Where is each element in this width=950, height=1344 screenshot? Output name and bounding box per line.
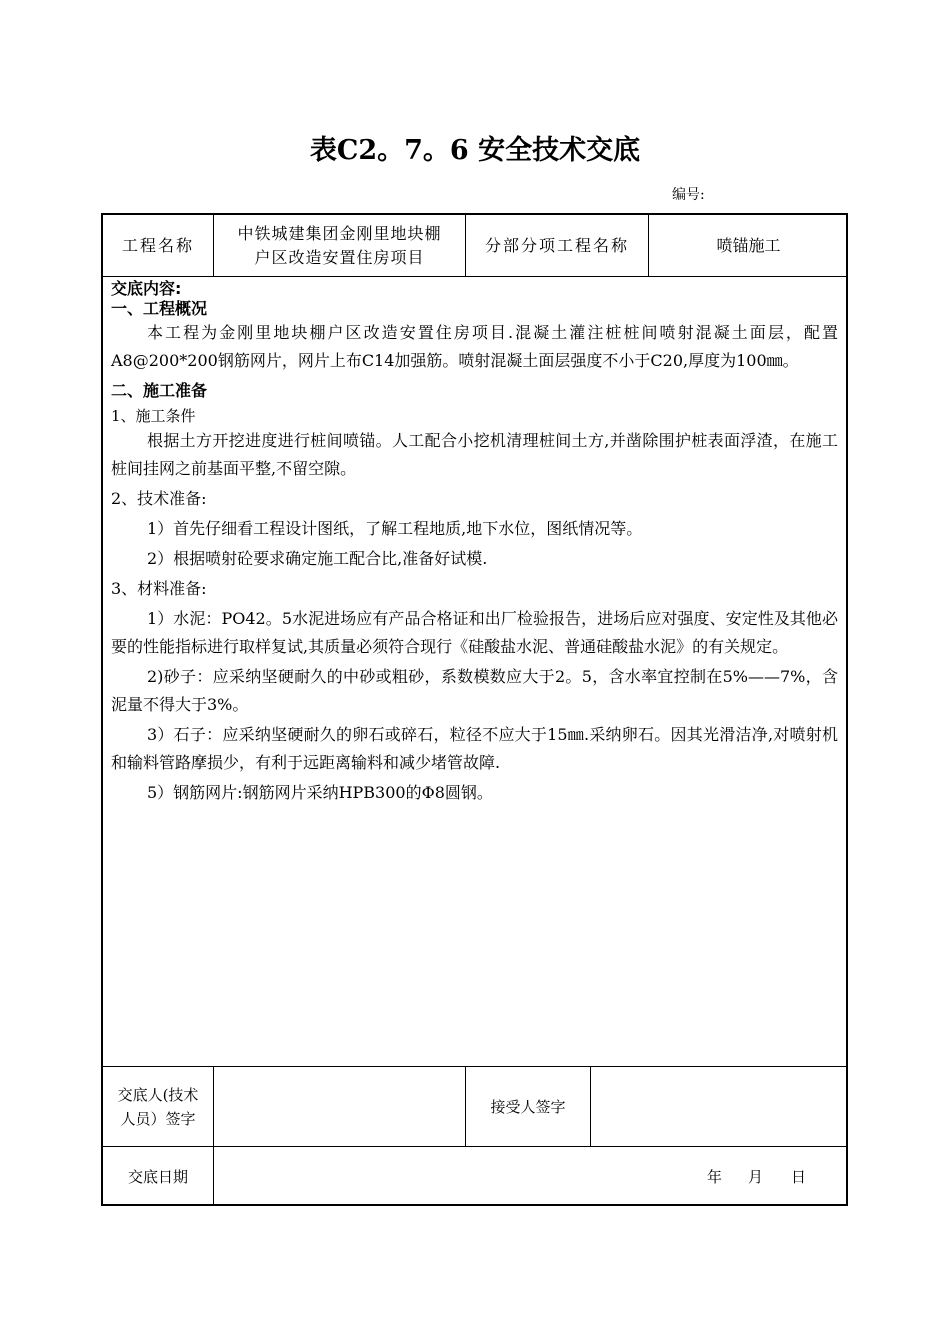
project-name-line-2: 户区改造安置住房项目 — [254, 247, 425, 267]
giver-signature-label — [103, 1067, 213, 1146]
content-heading: 交底内容: — [111, 279, 182, 298]
document-number-label: 编号: — [672, 187, 705, 203]
section-2-1-title: 1、施工条件 — [111, 407, 196, 425]
section-2-3-item-2: 2)砂子：应采纳坚硬耐久的中砂或粗砂，系数模数应大于2。5，含水率宜控制在5%——7%，含泥量不得大于3%。 — [111, 667, 838, 714]
giver-label-line-2: 人员）签字 — [120, 1109, 196, 1128]
project-name-label: 工程名称 — [121, 235, 194, 255]
section-2-2-title: 2、技术准备: — [111, 489, 207, 508]
giver-signature-field[interactable] — [214, 1067, 465, 1146]
disclosure-form — [101, 213, 848, 1206]
section-2-3-item-3: 3）石子：应采纳坚硬耐久的卵石或碎石，粒径不应大于15㎜.采纳卵石。因其光滑洁净,对喷射机和输料管路摩损少，有利于远距离输料和减少堵管故障. — [111, 725, 838, 772]
subproject-label: 分部分项工程名称 — [484, 235, 629, 255]
section-2-3-title: 3、材料准备: — [111, 579, 207, 598]
section-2-1-paragraph: 根据土方开挖进度进行桩间喷锚。人工配合小挖机清理桩间土方,并凿除围护桩表面浮渣，在施工桩间挂网之前基面平整,不留空隙。 — [111, 431, 838, 478]
section-1-title: 一、工程概况 — [111, 299, 208, 318]
disclosure-content — [111, 279, 838, 807]
header-divider — [103, 276, 846, 277]
date-day: 日 — [790, 1167, 806, 1186]
section-1-paragraph: 本工程为金刚里地块棚户区改造安置住房项目.混凝土灌注桩桩间喷射混凝土面层，配置A8@200*200钢筋网片，网片上布C14加强筋。喷射混凝土面层强度不小于C20,厚度为100㎜。 — [111, 323, 838, 370]
date-year: 年 — [706, 1167, 722, 1186]
section-2-3-item-5: 5）钢筋网片:钢筋网片采纳HPB300的Φ8圆钢。 — [147, 783, 493, 802]
subproject-value: 喷锚施工 — [716, 235, 781, 255]
date-month: 月 — [747, 1167, 763, 1186]
section-2-3-item-1: 1）水泥：PO42。5水泥进场应有产品合格证和出厂检验报告，进场后应对强度、安定性及其他必要的性能指标进行取样复试,其质量必须符合现行《硅酸盐水泥、普通硅酸盐水泥》的有关规定。 — [111, 609, 838, 656]
disclosure-date-label: 交底日期 — [127, 1167, 188, 1186]
giver-label-line-1: 交底人(技术 — [117, 1085, 199, 1104]
section-2-2-item-1: 1）首先仔细看工程设计图纸，了解工程地质,地下水位，图纸情况等。 — [147, 519, 643, 538]
section-2-2-item-2: 2）根据喷射砼要求确定施工配合比,准备好试模. — [147, 549, 488, 568]
receiver-signature-label: 接受人签字 — [490, 1097, 566, 1116]
receiver-signature-field[interactable] — [591, 1067, 848, 1146]
section-2-title: 二、施工准备 — [111, 381, 208, 400]
project-name-value — [214, 215, 465, 276]
project-name-line-1: 中铁城建集团金刚里地块棚 — [237, 223, 442, 243]
document-title: 表C2。7。6 安全技术交底 — [309, 135, 641, 166]
disclosure-date-field[interactable] — [214, 1147, 848, 1206]
